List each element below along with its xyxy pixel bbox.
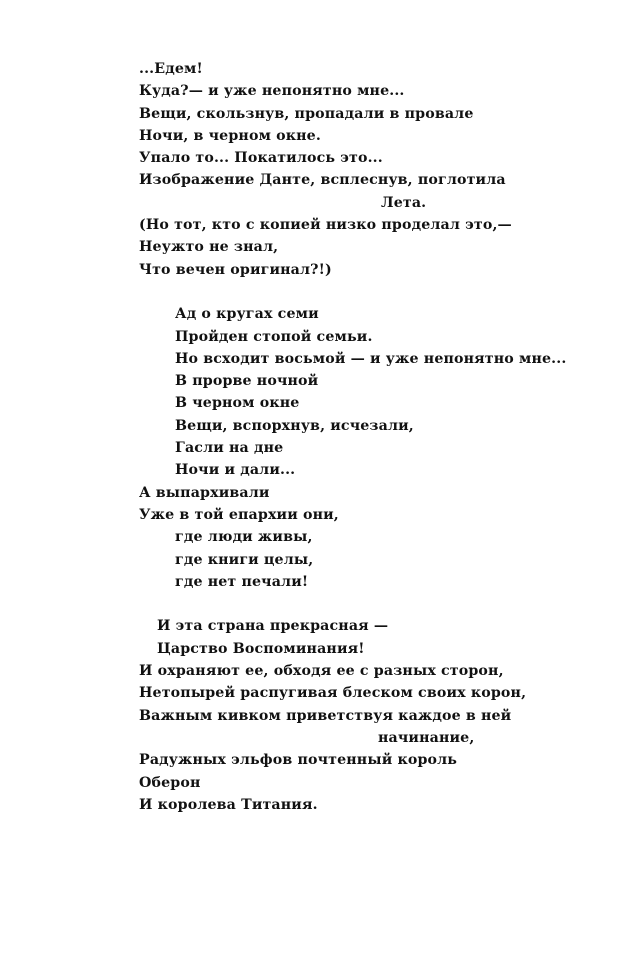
poem-line: И эта страна прекрасная — [157, 618, 389, 635]
poem-line: Упало то... Покатилось это... [139, 150, 383, 167]
poem-line: Вещи, скользнув, пропадали в провале [139, 105, 474, 122]
poem [139, 58, 579, 816]
poem-line: И охраняют ее, обходя ее с разных сторон, [139, 663, 504, 680]
poem-line: В прорве ночной [175, 373, 319, 390]
poem-line: Важным кивком приветствуя каждое в ней [139, 707, 512, 724]
poem-line: где нет печали! [175, 573, 309, 590]
poem-line: ...Едем! [139, 61, 203, 77]
poem-line: где книги целы, [175, 551, 314, 568]
poem-line-continuation: Лета. [381, 194, 427, 211]
poem-line: Вещи, вспорхнув, исчезали, [175, 417, 414, 434]
poem-line: В черном окне [175, 395, 300, 412]
poem-line: Что вечен оригинал?!) [139, 261, 332, 278]
poem-line: Ад о кругах семи [175, 306, 319, 323]
stanza-3 [139, 615, 579, 816]
poem-line: Оберон [139, 774, 201, 791]
poem-line: Нетопырей распугивая блеском своих корон, [139, 685, 527, 702]
poem-line: Куда?— и уже непонятно мне... [139, 83, 405, 100]
poem-line-continuation: начинание, [378, 729, 475, 746]
stanza-gap [139, 281, 579, 303]
poem-line: Изображение Данте, всплеснув, поглотила [139, 172, 506, 189]
poem-line: Неужто не знал, [139, 239, 279, 256]
poem-line: где люди живы, [175, 529, 313, 546]
poem-line: Но всходит восьмой — и уже непонятно мне... [175, 350, 567, 367]
stanza-gap [139, 593, 579, 615]
poem-line: Пройден стопой семьи. [175, 328, 373, 345]
poem-line: Царство Воспоминания! [157, 640, 365, 657]
poem-line: Уже в той епархии они, [139, 506, 339, 523]
poem-line: Ночи, в черном окне. [139, 127, 321, 144]
poem-line: Радужных эльфов почтенный король [139, 752, 458, 769]
stanza-1 [139, 58, 579, 281]
poem-line: А выпархивали [139, 484, 270, 501]
poem-line: (Но тот, кто с копией низко проделал это,— [139, 217, 512, 234]
poem-line: Ночи и дали... [175, 462, 296, 479]
poem-line: И королева Титания. [139, 796, 318, 813]
stanza-2 [139, 303, 579, 593]
poem-line: Гасли на дне [175, 440, 284, 457]
